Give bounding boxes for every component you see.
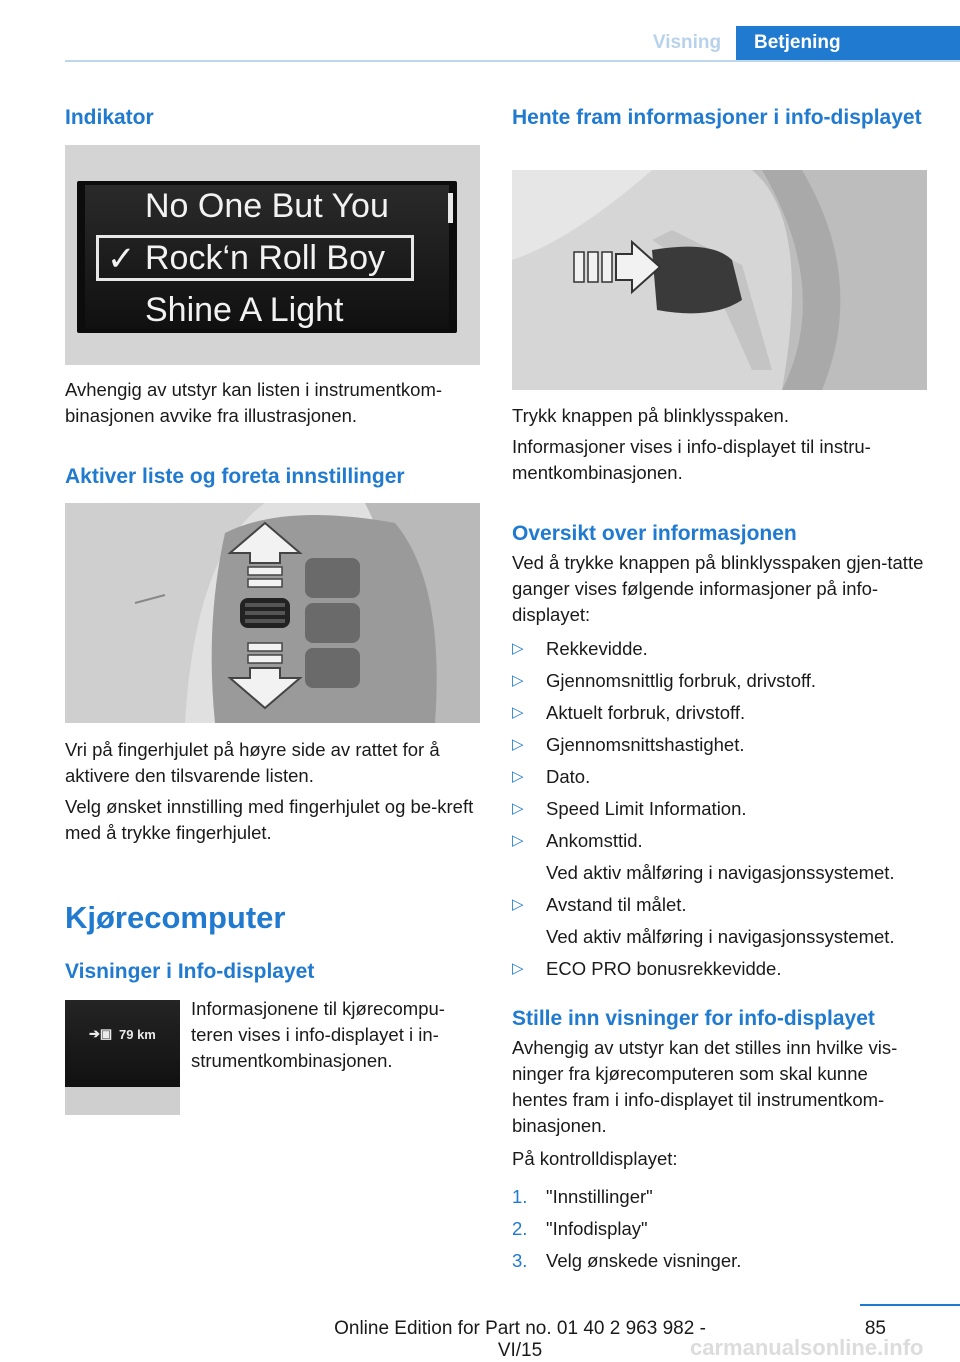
- header-tab-visning[interactable]: Visning: [652, 32, 722, 53]
- indikator-heading: Indikator: [65, 106, 154, 129]
- steering-wheel-illustration: [65, 503, 480, 723]
- bullet-triangle-icon: ▷: [512, 832, 524, 849]
- info-list: [512, 636, 927, 988]
- indikator-paragraph: Avhengig av utstyr kan listen i instrumentkom-binasjonen avvike fra illustrasjonen.: [65, 379, 443, 426]
- stille-paragraph: Avhengig av utstyr kan det stilles inn hvilke vis-ninger fra kjørecomputeren som skal kunne hentes fram i info-displayet til instrumentkom-binasjonen.: [512, 1037, 898, 1136]
- list-item: ▷ Ankomsttid. Ved aktiv målføring i navigasjonssystemet.: [512, 828, 927, 886]
- hente-paragraph-1: Trykk knappen på blinklysspaken.: [512, 405, 789, 426]
- visninger-heading: Visninger i Info-displayet: [65, 960, 315, 983]
- watermark: carmanualsonline.info: [690, 1335, 924, 1360]
- kjorecomputer-heading: Kjørecomputer: [65, 900, 286, 935]
- checkmark-icon: ✓: [107, 240, 136, 278]
- edition-footer: Online Edition for Part no. 01 40 2 963 982 - VI/15: [334, 1318, 706, 1361]
- bullet-triangle-icon: ▷: [512, 768, 524, 785]
- hente-paragraph-2: Informasjoner vises i info-displayet til instru-mentkombinasjonen.: [512, 436, 871, 483]
- page-number: 85: [864, 1318, 886, 1339]
- list-item-1: No One But You: [145, 187, 389, 225]
- list-item: ▷ Gjennomsnittlig forbruk, drivstoff.: [512, 668, 927, 694]
- step-item: 2. "Infodisplay": [512, 1218, 648, 1239]
- list-item: ▷ Rekkevidde.: [512, 636, 927, 662]
- header-divider: [65, 60, 960, 62]
- steps-list: [512, 1184, 927, 1280]
- step-item: 3. Velg ønskede visninger.: [512, 1250, 742, 1271]
- bullet-triangle-icon: ▷: [512, 960, 524, 977]
- turn-signal-lever-illustration: [512, 170, 927, 390]
- info-display-illustration: [65, 1000, 180, 1115]
- range-value: 79 km: [119, 1027, 156, 1042]
- bullet-triangle-icon: ▷: [512, 736, 524, 753]
- aktiver-paragraph-1: Vri på fingerhjulet på høyre side av rattet for å aktivere den tilsvarende listen.: [65, 739, 440, 786]
- bullet-triangle-icon: ▷: [512, 640, 524, 657]
- list-item: ▷ Avstand til målet. Ved aktiv målføring i navigasjonssystemet.: [512, 892, 927, 950]
- aktiver-paragraph-2: Velg ønsket innstilling med fingerhjulet og be-kreft med å trykke fingerhjulet.: [65, 796, 474, 843]
- bullet-triangle-icon: ▷: [512, 704, 524, 721]
- kontrolldisplay-paragraph: På kontrolldisplayet:: [512, 1148, 678, 1169]
- bullet-triangle-icon: ▷: [512, 672, 524, 689]
- visninger-paragraph: Informasjonene til kjørecompu-teren vises i info-displayet i in-strumentkombinasjonen.: [191, 998, 445, 1071]
- indikator-list-illustration: [65, 145, 480, 365]
- list-item: ▷ Aktuelt forbruk, drivstoff.: [512, 700, 927, 726]
- steering-wheel-drawing: [65, 503, 480, 723]
- scrollbar-indicator: [448, 193, 453, 223]
- aktiver-heading: Aktiver liste og foreta innstillinger: [65, 465, 405, 488]
- oversikt-paragraph: Ved å trykke knappen på blinklysspaken gjen-tatte ganger vises følgende informasjoner på info-displayet:: [512, 552, 924, 625]
- footer-divider: [860, 1304, 960, 1306]
- list-item: ▷ ECO PRO bonusrekkevidde.: [512, 956, 927, 982]
- oversikt-heading: Oversikt over informasjonen: [512, 522, 797, 545]
- stille-heading: Stille inn visninger for info-displayet: [512, 1007, 875, 1030]
- list-item-2: Rock‘n Roll Boy: [145, 239, 385, 277]
- hente-heading: Hente fram informasjoner i info-displayet: [512, 106, 922, 129]
- list-item: ▷ Gjennomsnittshastighet.: [512, 732, 927, 758]
- list-item: ▷ Speed Limit Information.: [512, 796, 927, 822]
- step-item: 1. "Innstillinger": [512, 1186, 653, 1207]
- fuel-range-icon: ➔▣: [89, 1026, 113, 1041]
- list-item-note: Ved aktiv målføring i navigasjonssystemet.: [546, 862, 895, 883]
- header-tab-betjening[interactable]: Betjening: [736, 26, 960, 62]
- bullet-triangle-icon: ▷: [512, 896, 524, 913]
- list-item-note: Ved aktiv målføring i navigasjonssystemet.: [546, 926, 895, 947]
- list-item: ▷ Dato.: [512, 764, 927, 790]
- list-item-3: Shine A Light: [145, 291, 344, 329]
- bullet-triangle-icon: ▷: [512, 800, 524, 817]
- turn-signal-drawing: [512, 170, 927, 390]
